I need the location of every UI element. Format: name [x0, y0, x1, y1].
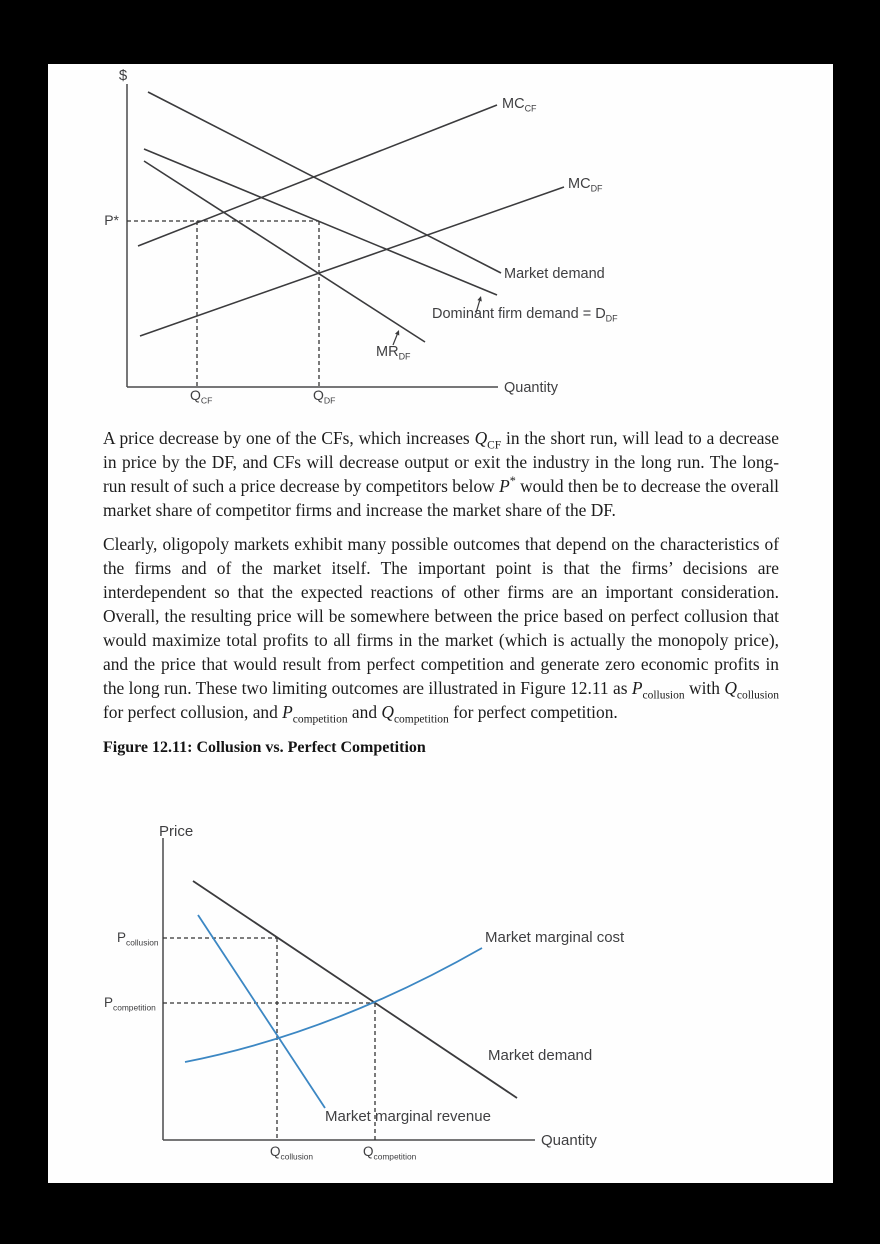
market-marginal-revenue-line [198, 915, 325, 1108]
price-axis-label: Price [159, 823, 194, 840]
collusion-competition-diagram [48, 820, 833, 1183]
quantity-axis-label: Quantity [504, 380, 558, 396]
math-term: P* [499, 474, 516, 496]
p-competition-label: $P_{competition}$ [104, 995, 156, 1013]
mr-df-label: $MR_{DF}$ [376, 344, 411, 362]
dominant-firm-demand-label: Dominant firm demand = $D_{DF}$ [432, 306, 618, 324]
market-demand-line [193, 881, 517, 1098]
document-page [48, 64, 833, 1183]
q-cf-label: $Q_{CF}$ [190, 387, 213, 406]
mc-cf-label: $MC_{CF}$ [502, 96, 537, 114]
market-marginal-revenue-label: Market marginal revenue [325, 1108, 491, 1125]
math-term: $P_{competition}$ [282, 702, 348, 726]
q-competition-label: $Q_{competition}$ [363, 1144, 417, 1162]
math-term: $Q_{CF}$ [474, 428, 502, 452]
mc-df-label: $MC_{DF}$ [568, 176, 603, 194]
math-term: $Q_{competition}$ [381, 702, 449, 726]
paragraph-2: Clearly, oligopoly markets exhibit many possible outcomes that depend on the characteristics of the firms and of the market itself. The important point is that the firms’ decisions are interdependent so that the expected reactions of other firms are an important consideration. Overall, the resulting price will be somewhere between the price based on perfect collusion that would maximize total profits to all firms in the market (which is actually the monopoly price), and the price that would result from perfect competition and generate zero economic profits in the long run. These two limiting outcomes are illustrated in Figure 12.11 as $P_{collusion}$ with $Q_{collusion}$ for perfect collusion, and $P_{competition}$ and $Q_{competition}$ for perfect competition. [103, 534, 779, 726]
market-demand-label: Market demand [488, 1047, 593, 1064]
math-term: $Q_{collusion}$ [724, 678, 779, 702]
market-marginal-cost-label: Market marginal cost [485, 929, 625, 946]
math-term: $P_{collusion}$ [631, 678, 685, 702]
q-df-label: $Q_{DF}$ [313, 387, 336, 406]
paragraph-1: A price decrease by one of the CFs, which increases $Q_{CF}$ in the short run, will lead to a decrease in price by the DF, and CFs will decrease output or exit the industry in the long run. The long-run result of such a price decrease by competitors below P* would then be to decrease the overall market share of competitor firms and increase the market share of the DF. [103, 428, 780, 520]
body-text [103, 426, 779, 757]
dollar-axis-label: $ [118, 67, 128, 84]
dominant-firm-diagram [48, 64, 833, 426]
quantity-axis-label: Quantity [541, 1132, 597, 1149]
q-collusion-label: $Q_{collusion}$ [270, 1144, 314, 1162]
p-star-label: P* [104, 212, 119, 228]
mc-cf-line [138, 105, 497, 246]
mr-df-arrow [393, 330, 399, 345]
p-collusion-label: $P_{collusion}$ [117, 930, 159, 948]
market-demand-label: Market demand [504, 266, 605, 282]
market-demand-line [148, 92, 501, 273]
figure-caption: Figure 12.11: Collusion vs. Perfect Competition [103, 739, 426, 756]
